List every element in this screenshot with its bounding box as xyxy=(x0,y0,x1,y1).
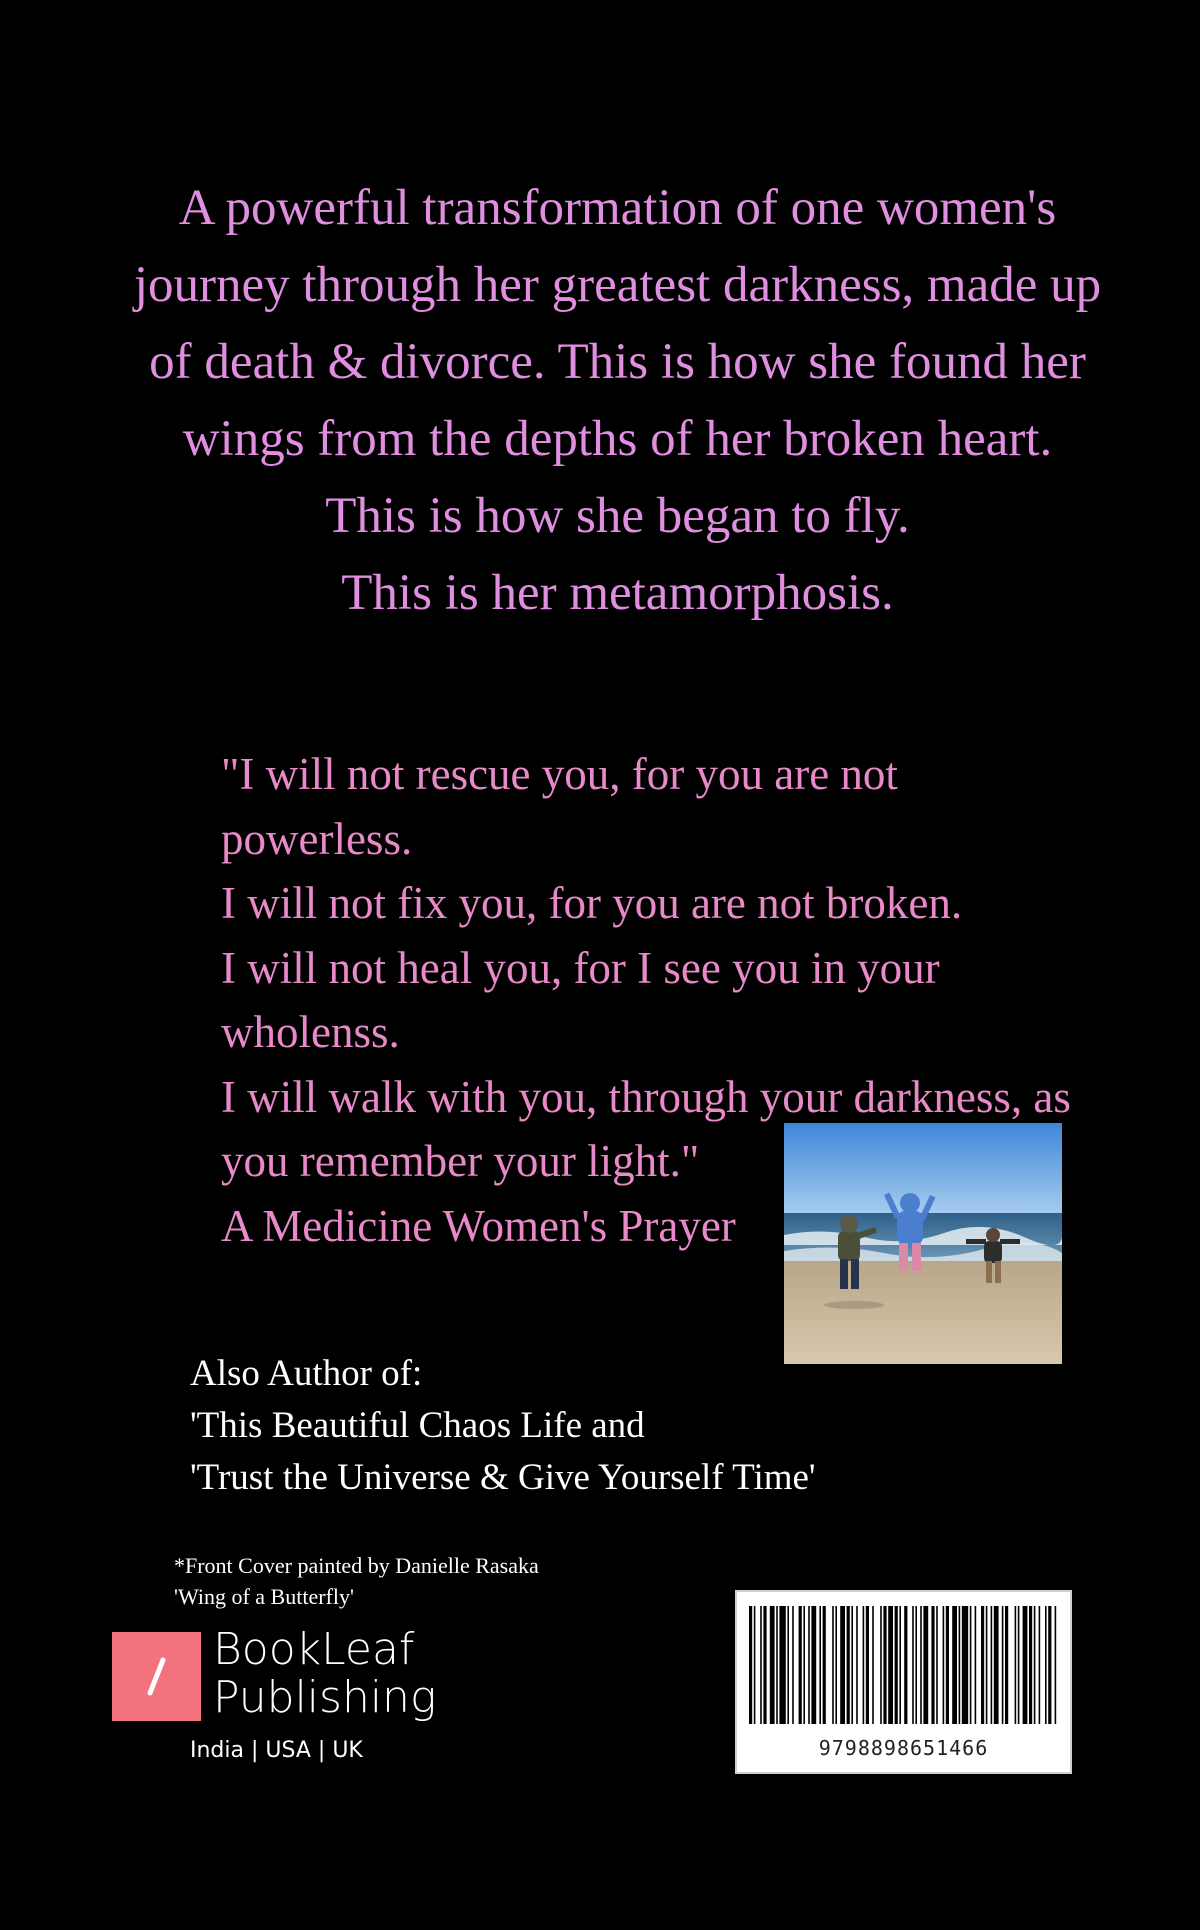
blurb-line: This is how she began to fly. xyxy=(325,488,910,544)
barcode-bar xyxy=(832,1606,834,1724)
cover-credit-line: *Front Cover painted by Danielle Rasaka xyxy=(174,1553,539,1578)
barcode-bar xyxy=(835,1606,837,1724)
barcode-bar xyxy=(823,1606,826,1724)
logo-slash-icon xyxy=(112,1632,201,1721)
barcode-bar xyxy=(851,1606,853,1724)
barcode-bar xyxy=(787,1606,789,1724)
prayer-line: wholenss. xyxy=(221,1007,400,1057)
barcode-bar xyxy=(888,1606,893,1724)
barcode-bar xyxy=(1048,1606,1051,1724)
barcode-bar xyxy=(1029,1606,1032,1724)
barcode-bar xyxy=(923,1606,928,1724)
barcode-bar xyxy=(1039,1606,1041,1724)
barcode-bar xyxy=(931,1606,934,1724)
barcode-bar xyxy=(975,1606,977,1724)
barcode-bar xyxy=(1015,1606,1017,1724)
barcode-bar xyxy=(863,1606,865,1724)
isbn-barcode xyxy=(735,1590,1072,1774)
publisher-name-line2: Publishing xyxy=(213,1672,437,1723)
barcode-bar xyxy=(981,1606,984,1724)
barcode-bar xyxy=(880,1606,882,1724)
barcode-bar xyxy=(799,1606,802,1724)
barcode-bar xyxy=(1005,1606,1008,1724)
barcode-bar xyxy=(840,1606,845,1724)
barcode-bar xyxy=(792,1606,794,1724)
barcode-bar xyxy=(970,1606,972,1724)
also-author-heading: Also Author of: xyxy=(190,1353,423,1394)
barcode-bar xyxy=(1045,1606,1047,1724)
barcode-bar xyxy=(936,1606,938,1724)
beach-photo xyxy=(784,1123,1062,1364)
prayer-line: I will not fix you, for you are not broken. xyxy=(221,878,963,928)
publisher-regions: India | USA | UK xyxy=(190,1738,363,1763)
bookleaf-logo-icon xyxy=(112,1632,201,1721)
barcode-bar xyxy=(763,1606,766,1724)
cover-credit xyxy=(174,1550,694,1612)
barcode-bar xyxy=(1002,1606,1004,1724)
barcode-bar xyxy=(866,1606,869,1724)
barcode-bar xyxy=(760,1606,762,1724)
publisher-name-line1: BookLeaf xyxy=(213,1624,415,1675)
barcode-bar xyxy=(959,1606,961,1724)
barcode-bar xyxy=(904,1606,907,1724)
blurb-text xyxy=(120,170,1115,632)
blurb-line: journey through her greatest darkness, made up xyxy=(133,257,1102,313)
blurb-line: A powerful transformation of one women's xyxy=(178,180,1057,236)
barcode-bar xyxy=(920,1606,922,1724)
barcode-bar xyxy=(952,1606,957,1724)
isbn-number: 9798898651466 xyxy=(818,1736,989,1760)
barcode-bar xyxy=(847,1606,850,1724)
also-author-title: 'This Beautiful Chaos Life and xyxy=(190,1405,645,1446)
blurb-line: of death & divorce. This is how she found her xyxy=(149,334,1086,390)
cover-credit-line: 'Wing of a Butterfly' xyxy=(174,1584,354,1609)
barcode-bar xyxy=(915,1606,917,1724)
barcode-bar xyxy=(803,1606,805,1724)
barcode-bar xyxy=(943,1606,945,1724)
barcode-bar xyxy=(749,1606,752,1724)
barcode-bar xyxy=(1055,1606,1057,1724)
prayer-line: you remember your light." xyxy=(221,1136,700,1186)
barcode-bar xyxy=(962,1606,968,1724)
barcode-bar xyxy=(811,1606,816,1724)
blurb-line: This is her metamorphosis. xyxy=(341,565,894,621)
prayer-line: I will walk with you, through your darkness, as xyxy=(221,1071,1071,1122)
barcode-bar xyxy=(994,1606,999,1724)
barcode-bar xyxy=(819,1606,821,1724)
barcode-bar xyxy=(808,1606,810,1724)
also-author-section xyxy=(190,1348,990,1504)
barcode-bar xyxy=(883,1606,886,1724)
barcode-bar xyxy=(779,1606,785,1724)
barcode-bar xyxy=(776,1606,778,1724)
barcode-bar xyxy=(912,1606,914,1724)
barcode-bar xyxy=(986,1606,988,1724)
barcode-bar xyxy=(946,1606,949,1724)
prayer-line: "I will not rescue you, for you are not xyxy=(221,749,898,799)
barcode-bar xyxy=(872,1606,874,1724)
barcode-bar xyxy=(991,1606,993,1724)
beach-photo-illustration xyxy=(784,1123,1062,1364)
barcode-bar xyxy=(1018,1606,1020,1724)
barcode-bar xyxy=(1023,1606,1028,1724)
barcode-bar xyxy=(754,1606,756,1724)
barcode-bar xyxy=(1034,1606,1036,1724)
prayer-line: powerless. xyxy=(221,813,413,864)
blurb-line: wings from the depths of her broken heart. xyxy=(182,411,1053,467)
publisher-name xyxy=(213,1626,436,1722)
barcode-bar xyxy=(770,1606,775,1724)
prayer-attribution: A Medicine Women's Prayer xyxy=(221,1200,736,1251)
barcode-bar xyxy=(899,1606,901,1724)
also-author-title: 'Trust the Universe & Give Yourself Time' xyxy=(190,1457,816,1498)
barcode-bar xyxy=(856,1606,858,1724)
barcode-bar xyxy=(895,1606,898,1724)
prayer-line: I will not heal you, for I see you in your xyxy=(221,942,940,993)
